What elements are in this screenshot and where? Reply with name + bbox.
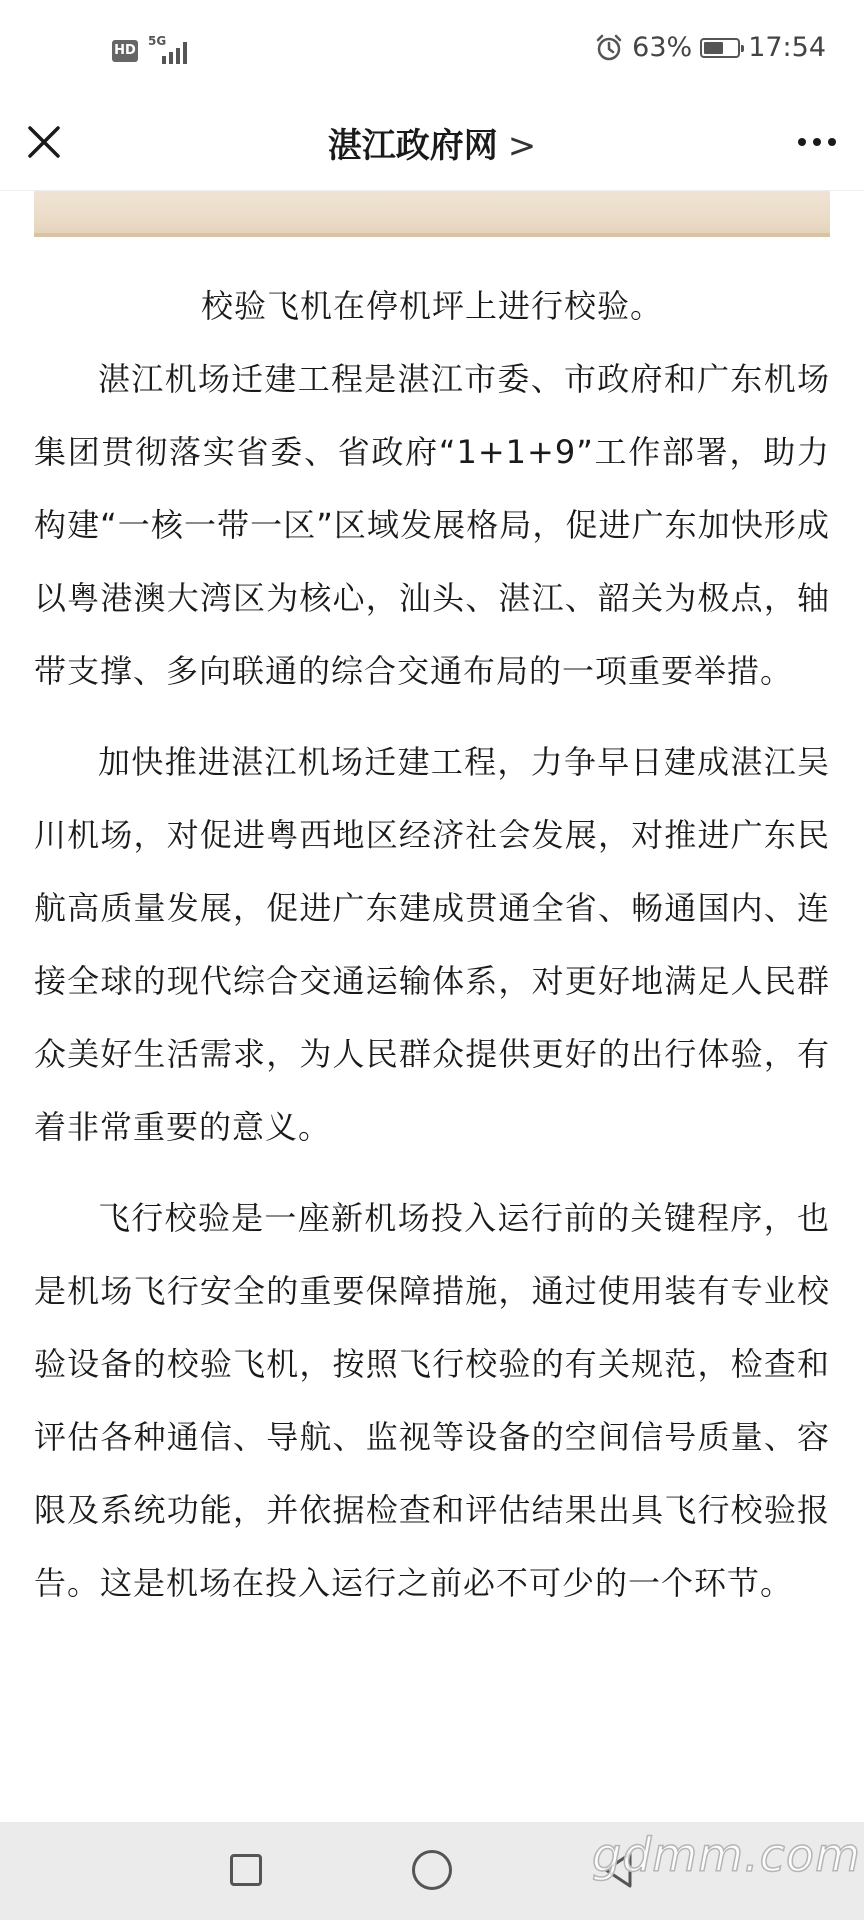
- status-bar: [0, 0, 864, 100]
- photo-caption: 校验飞机在停机坪上进行校验。: [200, 287, 663, 325]
- chevron-right-icon: >: [507, 126, 537, 166]
- article-photo: [34, 191, 830, 237]
- more-icon[interactable]: [792, 120, 842, 164]
- home-icon[interactable]: [412, 1850, 452, 1890]
- recent-apps-icon[interactable]: [230, 1854, 262, 1886]
- battery-icon: [700, 38, 740, 58]
- status-right: [594, 32, 826, 63]
- status-left: [112, 36, 192, 66]
- article-paragraph: 湛江机场迁建工程是湛江市委、市政府和广东机场集团贯彻落实省委、省政府“1+1+9”工作部署，助力构建“一核一带一区”区域发展格局，促进广东加快形成以粤港澳大湾区为核心，汕头、湛江、韶关为极点，轴带支撑、多向联通的综合交通布局的一项重要举措。: [34, 360, 830, 690]
- article-paragraph: 加快推进湛江机场迁建工程，力争早日建成湛江吴川机场，对促进粤西地区经济社会发展，对推进广东民航高质量发展，促进广东建成贯通全省、畅通国内、连接全球的现代综合交通运输体系，对更好地满足人民群众美好生活需求，为人民群众提供更好的出行体验，有着非常重要的意义。: [34, 743, 830, 1146]
- article-paragraph: 飞行校验是一座新机场投入运行前的关键程序，也是机场飞行安全的重要保障措施，通过使用装有专业校验设备的校验飞机，按照飞行校验的有关规范，检查和评估各种通信、导航、监视等设备的空间信号质量、容限及系统功能，并依据检查和评估结果出具飞行校验报告。这是机场在投入运行之前必不可少的一个环节。: [34, 1199, 830, 1602]
- title-bar: [0, 100, 864, 191]
- watermark: gdmm.com: [592, 1828, 861, 1882]
- hd-icon: HD: [112, 40, 138, 62]
- signal-icon: [148, 36, 192, 66]
- page-title-link[interactable]: [0, 118, 864, 167]
- battery-fill: [704, 42, 723, 54]
- battery-percent: 63%: [632, 32, 693, 63]
- clock: 17:54: [748, 32, 826, 63]
- alarm-icon: [594, 33, 624, 63]
- article-body: [34, 270, 830, 1638]
- network-type-label: 5G: [148, 34, 167, 48]
- page-title: 湛江政府网: [327, 126, 498, 166]
